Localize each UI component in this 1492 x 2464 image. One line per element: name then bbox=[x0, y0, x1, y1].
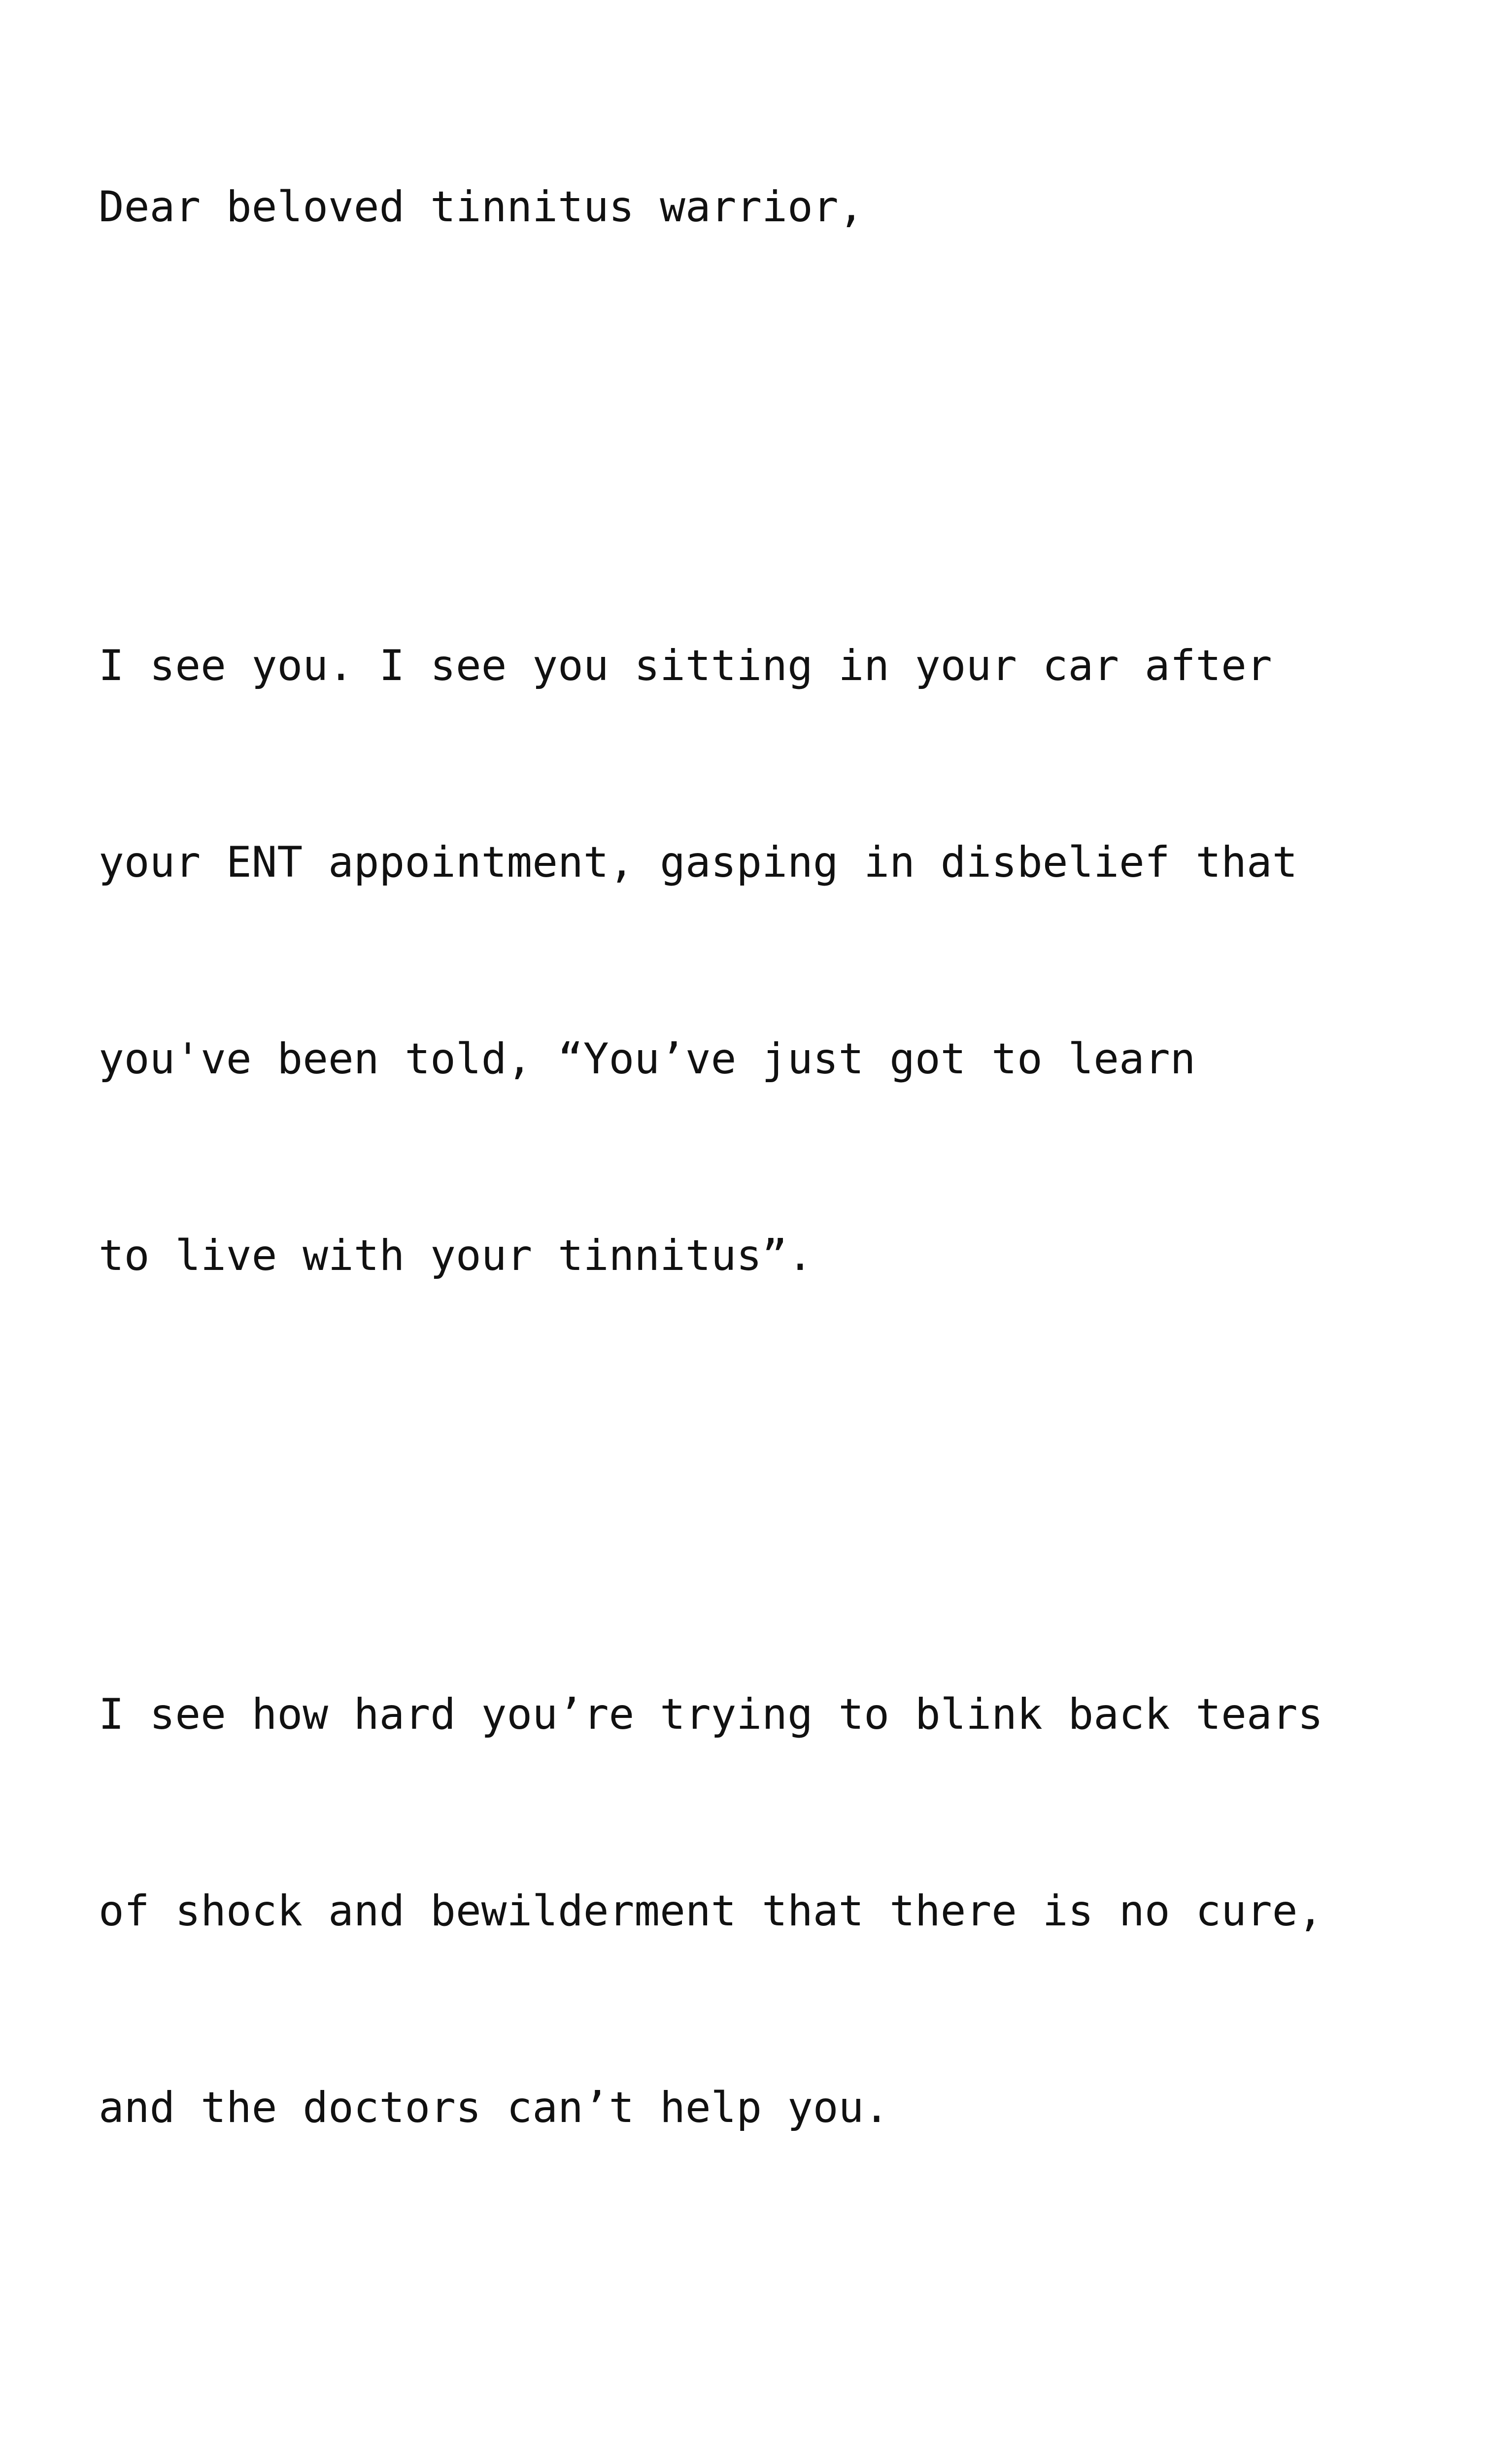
paragraph-1-line-1: I see you. I see you sitting in your car after bbox=[99, 641, 1272, 690]
paragraph-1-line-4: to live with your tinnitus”. bbox=[99, 1231, 813, 1280]
spacer bbox=[99, 2272, 1458, 2337]
paragraph-1-line-3: you've been told, “You’ve just got to learn bbox=[99, 1034, 1196, 1084]
paragraph-2-line-1: I see how hard you’re trying to blink back tears bbox=[99, 1690, 1323, 1739]
spacer bbox=[99, 371, 1458, 437]
letter-body bbox=[99, 43, 1458, 2464]
paragraph-2-line-2: of shock and bewilderment that there is no cure, bbox=[99, 1886, 1323, 1936]
spacer bbox=[99, 1420, 1458, 1485]
greeting: Dear beloved tinnitus warrior, bbox=[99, 182, 864, 232]
paragraph-2-line-3: and the doctors can’t help you. bbox=[99, 2083, 890, 2132]
paragraph-1-line-2: your ENT appointment, gasping in disbelief that bbox=[99, 838, 1298, 887]
